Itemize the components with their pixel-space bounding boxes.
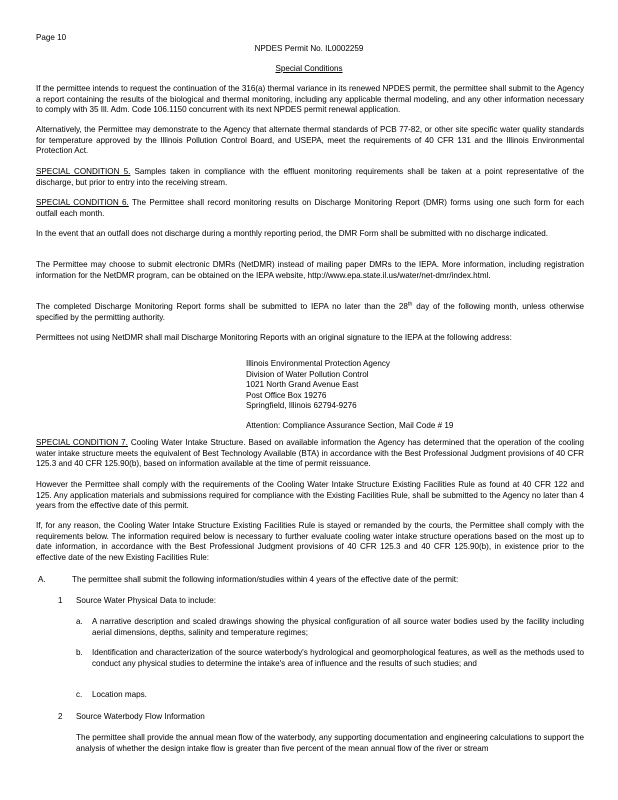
paragraph-mail-dmr: Permittees not using NetDMR shall mail Discharge Monitoring Reports with an original signature to the IEPA at the following address:: [36, 333, 512, 342]
address-line: 1021 North Grand Avenue East: [246, 380, 359, 390]
item-a-marker: A.: [38, 575, 46, 584]
dmr-deadline-text-end: day of the following month, unless otherwise specified by the permitting authority.: [36, 302, 584, 322]
sub-b-text: Identification and characterization of the source waterbody's hydrological and geomorphological features, as well as the methods used to conduct any physical studies to determine the intake's area of influence and the results of such studies; and: [92, 648, 584, 668]
sub-c-text: Location maps.: [92, 690, 147, 699]
condition-7-label: SPECIAL CONDITION 7.: [36, 438, 128, 447]
address-line: Post Office Box 19276: [246, 390, 327, 400]
condition-6-text: The Permittee shall record monitoring results on Discharge Monitoring Report (DMR) forms using one such form for each outfall each month.: [36, 198, 584, 218]
paragraph-no-discharge: In the event that an outfall does not discharge during a monthly reporting period, the DMR Form shall be submitted with no discharge indicated.: [36, 229, 548, 238]
sub-b-marker: b.: [76, 648, 83, 657]
special-condition-7: [36, 438, 584, 470]
item-1-text: Source Water Physical Data to include:: [76, 596, 217, 605]
permit-number: NPDES Permit No. IL0002259: [254, 44, 364, 53]
item-a-text: The permittee shall submit the following information/studies within 4 years of the effective date of the permit:: [72, 575, 459, 584]
paragraph-netdmr: The Permittee may choose to submit electronic DMRs (NetDMR) instead of mailing paper DMRs to the IEPA. More information, including registration information for the NetDMR program, can be obtained on the IEPA website, http://www.epa.state.il.us/water/net-dmr/index.html.: [36, 260, 584, 280]
dmr-deadline-superscript: th: [407, 301, 413, 308]
special-condition-6: [36, 198, 584, 219]
address-line: Springfield, Illinois 62794-9276: [246, 401, 357, 411]
sub-a-marker: a.: [76, 617, 83, 626]
condition-5-text: Samples taken in compliance with the effluent monitoring requirements shall be taken at a point representative of the discharge, but prior to entry into the receiving stream.: [36, 167, 584, 187]
address-line: Division of Water Pollution Control: [246, 369, 369, 379]
page-title: Special Conditions: [275, 64, 343, 73]
mailing-address: [246, 359, 506, 412]
address-line: Illinois Environmental Protection Agency: [246, 359, 390, 368]
condition-7-text: Cooling Water Intake Structure. Based on available information the Agency has determined that the operation of the cooling water intake structure meets the equivalent of Best Technology Available (BTA) in accordance with the Best Professional Judgment provisions of 40 CFR 125.3 and 40 CFR 125.90(b), based on information available at the time of permit reissuance.: [36, 438, 584, 469]
paragraph-dmr-deadline: [36, 302, 584, 323]
item-2-marker: 2: [58, 712, 63, 721]
sub-c-marker: c.: [76, 690, 83, 699]
page-label: Page 10: [36, 33, 67, 42]
paragraph-rule-stayed: If, for any reason, the Cooling Water Intake Structure Existing Facilities Rule is stayed or remanded by the courts, the Permittee shall comply with the requirements below. The information required below is necessary to further evaluate cooling water intake structure operations based on the most up to date information, in accordance with the Best Professional Judgment provisions of 40 CFR 125.3 and 40 CFR 125.90(b), in existence prior to the effective date of the new Existing Facilities Rule:: [36, 521, 584, 562]
paragraph-flow-information: The permittee shall provide the annual mean flow of the waterbody, any supporting documentation and engineering calculations to support the analysis of whether the design intake flow is greater than five percent of the mean annual flow of the river or stream: [76, 733, 584, 753]
item-1-marker: 1: [58, 596, 63, 605]
dmr-deadline-text: The completed Discharge Monitoring Report forms shall be submitted to IEPA no later than the 28: [36, 302, 408, 311]
condition-5-label: SPECIAL CONDITION 5.: [36, 167, 131, 176]
paragraph-existing-facilities-rule: However the Permittee shall comply with the requirements of the Cooling Water Intake Structure Existing Facilities Rule as found at 40 CFR 122 and 125. Any application materials and submissions required for compliance with the Existing Facilities Rule, shall be submitted to the Agency no later than 4 years from the effective date of this permit.: [36, 480, 584, 511]
sub-a-text: A narrative description and scaled drawings showing the physical configuration of all source water bodies used by the facility including aerial dimensions, depths, salinity and temperature regimes;: [92, 617, 584, 637]
paragraph-alternate-standards: Alternatively, the Permittee may demonstrate to the Agency that alternate thermal standards of PCB 77-82, or other site specific water quality standards for temperature approved by the Illinois Pollution Control Board, and USEPA, meet the requirements of 40 CFR 131 and the Illinois Environmental Protection Act.: [36, 125, 584, 156]
item-2-text: Source Waterbody Flow Information: [76, 712, 205, 721]
paragraph-316a-variance: If the permittee intends to request the continuation of the 316(a) thermal variance in its renewed NPDES permit, the permittee shall submit to the Agency a report containing the results of the biological and thermal monitoring, including any applicable thermal modeling, and any other information necessary to comply with 35 Ill. Adm. Code 106.1150 concurrent with its next NPDES permit renewal application.: [36, 84, 584, 115]
condition-6-label: SPECIAL CONDITION 6.: [36, 198, 129, 207]
address-attention: Attention: Compliance Assurance Section, Mail Code # 19: [246, 421, 454, 430]
special-condition-5: [36, 167, 584, 188]
